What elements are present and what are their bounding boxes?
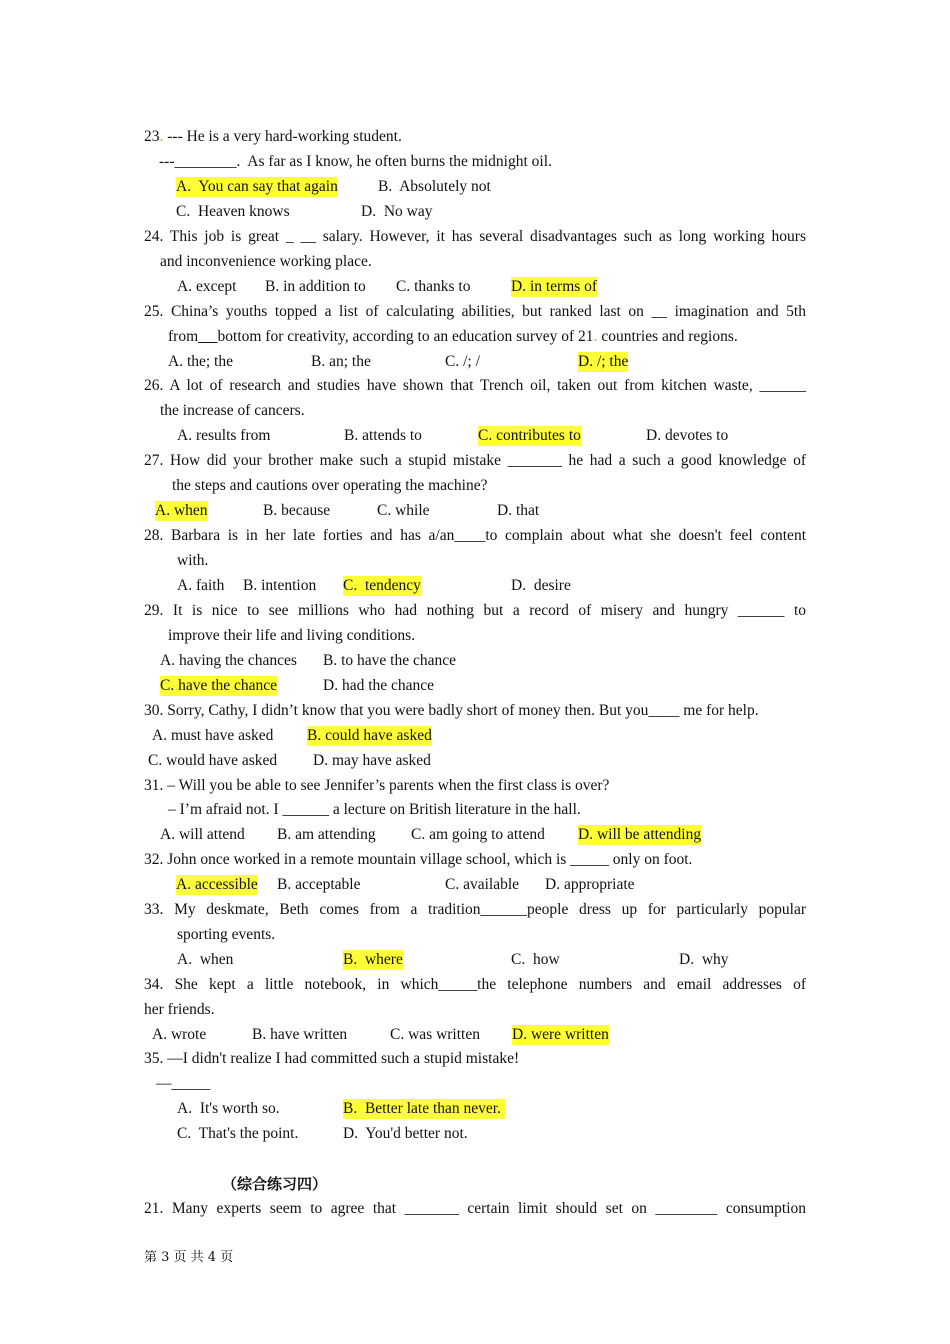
q31-option-b: B. am attending xyxy=(277,826,376,843)
q34-option-a: A. wrote xyxy=(152,1026,207,1043)
q23-option-a: A. You can say that again xyxy=(176,178,338,195)
q24-stem: 24. This job is great _ __ salary. However, it has several disadvantages such as long working hours xyxy=(144,228,806,245)
q24-option-a: A. except xyxy=(177,278,237,295)
q28-option-a: A. faith xyxy=(177,577,225,594)
q23-option-d: D. No way xyxy=(361,203,433,220)
q29-option-c: C. have the chance xyxy=(160,677,278,694)
q35-option-c: C. That's the point. xyxy=(177,1125,299,1142)
q24-option-c: C. thanks to xyxy=(396,278,471,295)
q35-option-d: D. You'd better not. xyxy=(343,1125,468,1142)
q27-option-a: A. when xyxy=(155,502,208,519)
q21-stem: 21. Many experts seem to agree that _______ certain limit should set on ________ consumption xyxy=(144,1200,806,1217)
q24-stem-cont: and inconvenience working place. xyxy=(160,253,372,270)
q23-stem: 23. --- He is a very hard-working student. xyxy=(144,128,402,145)
q32-option-d: D. appropriate xyxy=(545,876,635,893)
q28-option-d: D. desire xyxy=(511,577,571,594)
q25-option-c: C. /; / xyxy=(445,353,480,370)
q30-option-d: D. may have asked xyxy=(313,752,431,769)
q30-option-a: A. must have asked xyxy=(152,727,274,744)
q23-reply: ---________. As far as I know, he often burns the midnight oil. xyxy=(159,153,552,170)
q23-option-b: B. Absolutely not xyxy=(378,178,491,195)
q27-option-b: B. because xyxy=(263,502,331,519)
q33-option-b: B. where xyxy=(343,951,403,968)
q33-option-c: C. how xyxy=(511,951,560,968)
q32-stem: 32. John once worked in a remote mountain village school, which is _____ only on foot. xyxy=(144,851,693,868)
q28-stem-cont: with. xyxy=(177,552,209,569)
q25-stem-cont: from bottom for creativity, according to an education survey of 21. countries and regions. xyxy=(168,328,738,345)
q26-stem-cont: the increase of cancers. xyxy=(160,402,305,419)
q29-stem: 29. It is nice to see millions who had nothing but a record of misery and hungry ______ to xyxy=(144,602,806,619)
q24-option-d: D. in terms of xyxy=(511,278,598,295)
q30-option-c: C. would have asked xyxy=(148,752,278,769)
q35-stem: 35. —I didn't realize I had committed such a stupid mistake! xyxy=(144,1050,520,1067)
q23-option-c: C. Heaven knows xyxy=(176,203,290,220)
q26-option-b: B. attends to xyxy=(344,427,422,444)
q31-option-c: C. am going to attend xyxy=(411,826,545,843)
q27-stem-cont: the steps and cautions over operating the machine? xyxy=(172,477,488,494)
q31-option-a: A. will attend xyxy=(160,826,245,843)
q27-stem: 27. How did your brother make such a stupid mistake _______ he had a such a good knowledge of xyxy=(144,452,806,469)
q28-option-b: B. intention xyxy=(243,577,317,594)
q34-option-b: B. have written xyxy=(252,1026,348,1043)
q33-option-d: D. why xyxy=(679,951,729,968)
q34-stem-cont: her friends. xyxy=(144,1001,215,1018)
q27-option-c: C. while xyxy=(377,502,430,519)
q25-option-a: A. the; the xyxy=(168,353,233,370)
q33-stem: 33. My deskmate, Beth comes from a tradition______people dress up for particularly popular xyxy=(144,901,806,918)
q31-stem: 31. – Will you be able to see Jennifer’s parents when the first class is over? xyxy=(144,777,610,794)
q29-option-a: A. having the chances xyxy=(160,652,297,669)
q34-option-c: C. was written xyxy=(390,1026,480,1043)
q26-option-c: C. contributes to xyxy=(478,427,581,444)
q34-stem: 34. She kept a little notebook, in which_____the telephone numbers and email addresses of xyxy=(144,976,806,993)
page-footer: 第 3 页 共 4 页 xyxy=(144,1250,234,1265)
q27-option-d: D. that xyxy=(497,502,540,519)
q32-option-c: C. available xyxy=(445,876,520,893)
q25-option-b: B. an; the xyxy=(311,353,371,370)
q32-option-a: A. accessible xyxy=(176,876,258,893)
q35-reply: —_____ xyxy=(156,1075,211,1092)
q30-stem: 30. Sorry, Cathy, I didn’t know that you were badly short of money then. But you____ me for help. xyxy=(144,702,759,719)
q32-option-b: B. acceptable xyxy=(277,876,361,893)
q29-option-b: B. to have the chance xyxy=(323,652,456,669)
q33-option-a: A. when xyxy=(177,951,234,968)
q30-option-b: B. could have asked xyxy=(307,727,432,744)
q34-option-d: D. were written xyxy=(512,1026,609,1043)
q28-option-c: C. tendency xyxy=(343,577,421,594)
q25-option-d: D. /; the xyxy=(578,353,629,370)
q26-stem: 26. A lot of research and studies have shown that Trench oil, taken out from kitchen waste, ______ xyxy=(144,377,806,394)
q29-option-d: D. had the chance xyxy=(323,677,435,694)
q29-stem-cont: improve their life and living conditions. xyxy=(168,627,416,644)
q28-stem: 28. Barbara is in her late forties and has a/an____to complain about what she doesn't feel content xyxy=(144,527,806,544)
q24-option-b: B. in addition to xyxy=(265,278,366,295)
q35-option-b: B. Better late than never. xyxy=(343,1100,505,1117)
q35-option-a: A. It's worth so. xyxy=(177,1100,280,1117)
q26-option-a: A. results from xyxy=(177,427,271,444)
q31-reply: – I’m afraid not. I ______ a lecture on British literature in the hall. xyxy=(168,801,581,818)
q33-stem-cont: sporting events. xyxy=(177,926,276,943)
q31-option-d: D. will be attending xyxy=(578,826,702,843)
q25-stem: 25. China’s youths topped a list of calculating abilities, but ranked last on __ imagination and 5th xyxy=(144,303,806,320)
q26-option-d: D. devotes to xyxy=(646,427,729,444)
section-title: （综合练习四） xyxy=(222,1175,328,1193)
